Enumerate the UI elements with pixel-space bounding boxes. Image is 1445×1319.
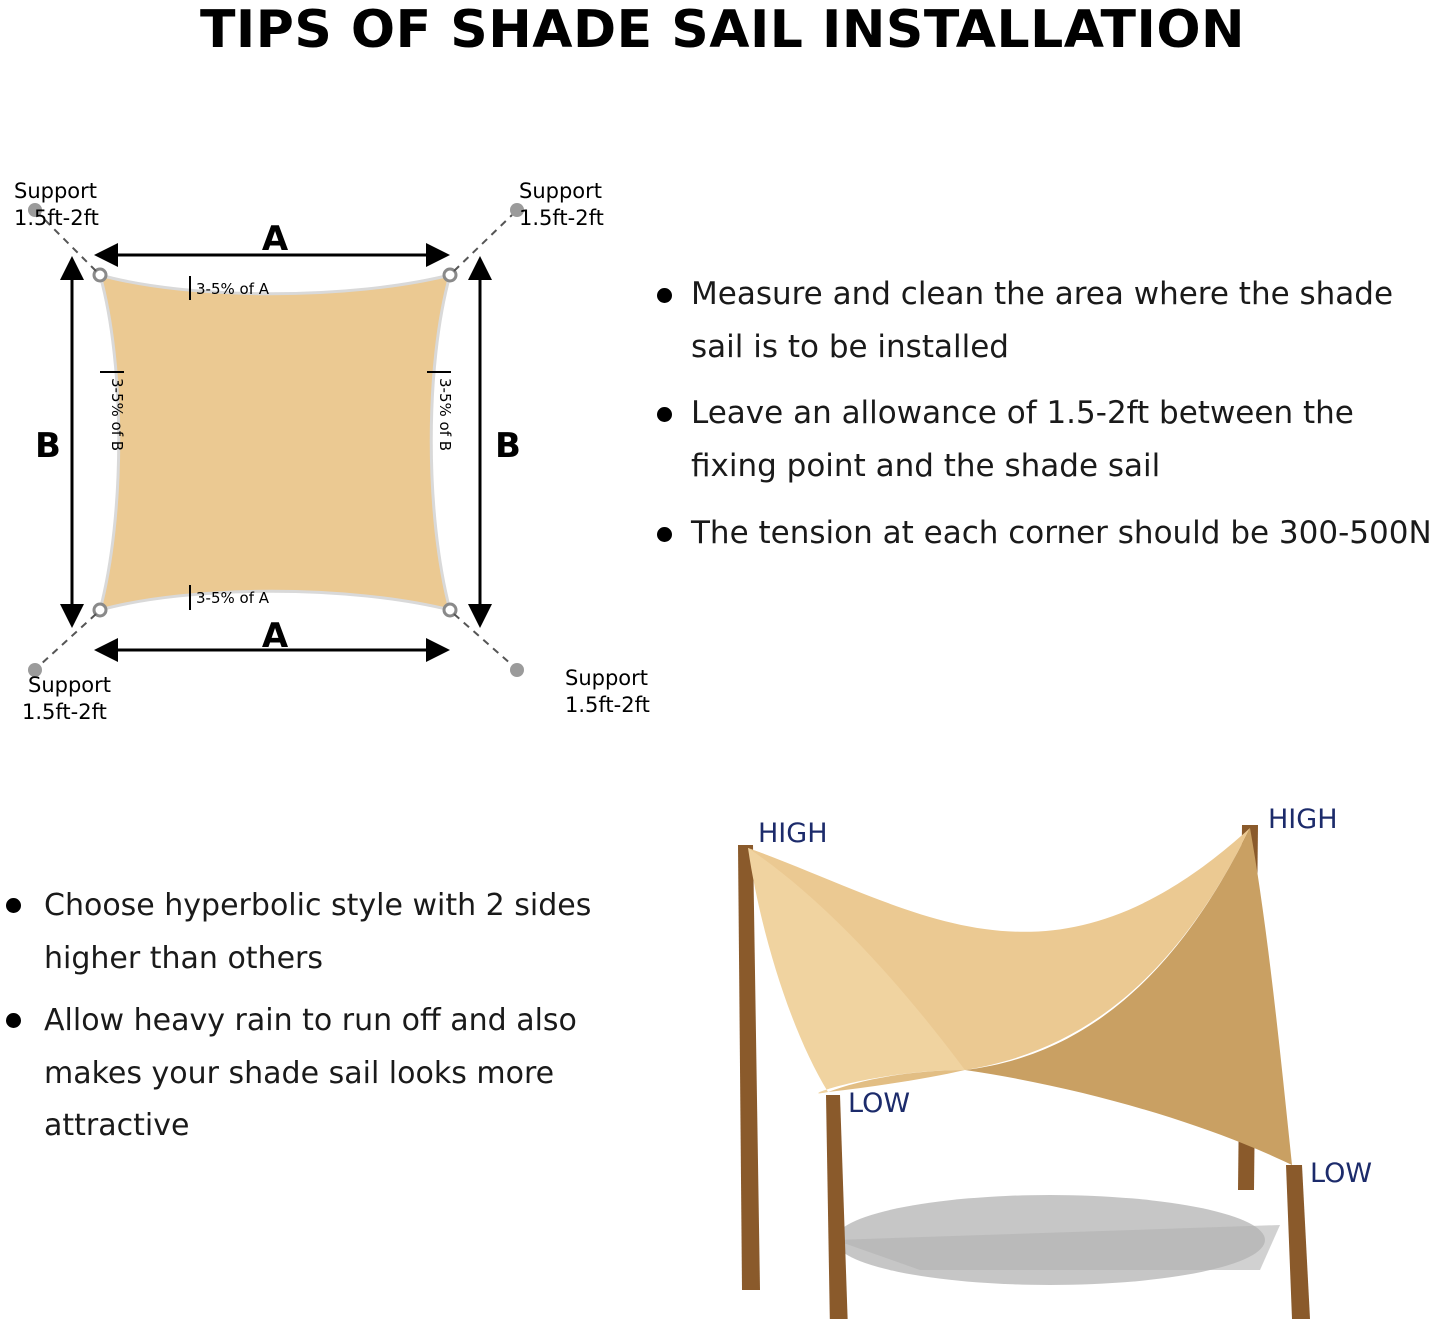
- page-title: TIPS OF SHADE SAIL INSTALLATION: [199, 0, 1246, 60]
- support-line-top-right: [454, 215, 512, 271]
- support-label-bottom-right-line1: Support: [565, 666, 649, 690]
- tips-list-right: [645, 268, 1445, 573]
- sail-shape: [100, 275, 450, 610]
- rectangle-shade-sail-diagram: [0, 160, 660, 720]
- tip-item: Leave an allowance of 1.5-2ft between the fixing point and the shade sail: [645, 387, 1445, 492]
- support-dot-bottom-right: [510, 663, 524, 677]
- support-label-bottom-left-line2: 1.5ft-2ft: [22, 700, 107, 720]
- hyperbolic-shade-sail-diagram: [620, 770, 1445, 1319]
- support-label-bottom-right-line2: 1.5ft-2ft: [565, 693, 650, 717]
- support-line-bottom-left: [40, 614, 96, 665]
- curve-label-bottom: 3-5% of A: [196, 589, 270, 607]
- label-low-right: LOW: [1310, 1158, 1373, 1189]
- support-label-bottom-left-line1: Support: [28, 673, 112, 697]
- support-label-top-right-line1: Support: [519, 179, 603, 203]
- tip-item: Allow heavy rain to run off and also makes your shade sail looks more attractive: [0, 995, 615, 1153]
- label-high-right: HIGH: [1268, 804, 1338, 835]
- label-low-left: LOW: [848, 1088, 911, 1119]
- post-low-left: [826, 1095, 848, 1319]
- label-high-left: HIGH: [758, 818, 828, 849]
- dimension-label-left-B: B: [35, 426, 61, 466]
- tips-list-left: [0, 880, 615, 1163]
- post-low-right: [1286, 1165, 1310, 1319]
- support-line-bottom-right: [454, 614, 512, 665]
- curve-label-top: 3-5% of A: [196, 280, 270, 298]
- post-high-left: [738, 845, 760, 1290]
- tip-item: The tension at each corner should be 300-500N: [645, 507, 1445, 560]
- dimension-label-top-A: A: [261, 219, 289, 259]
- support-label-top-left-line2: 1.5ft-2ft: [14, 206, 99, 230]
- curve-label-right: 3-5% of B: [436, 378, 454, 452]
- tip-item: Measure and clean the area where the shade sail is to be installed: [645, 268, 1445, 373]
- curve-label-left: 3-5% of B: [108, 378, 126, 452]
- dimension-label-bottom-A: A: [261, 616, 289, 656]
- support-label-top-right-line2: 1.5ft-2ft: [519, 206, 604, 230]
- dimension-label-right-B: B: [495, 426, 521, 466]
- tip-item: Choose hyperbolic style with 2 sides higher than others: [0, 880, 615, 985]
- support-label-top-left-line1: Support: [14, 179, 98, 203]
